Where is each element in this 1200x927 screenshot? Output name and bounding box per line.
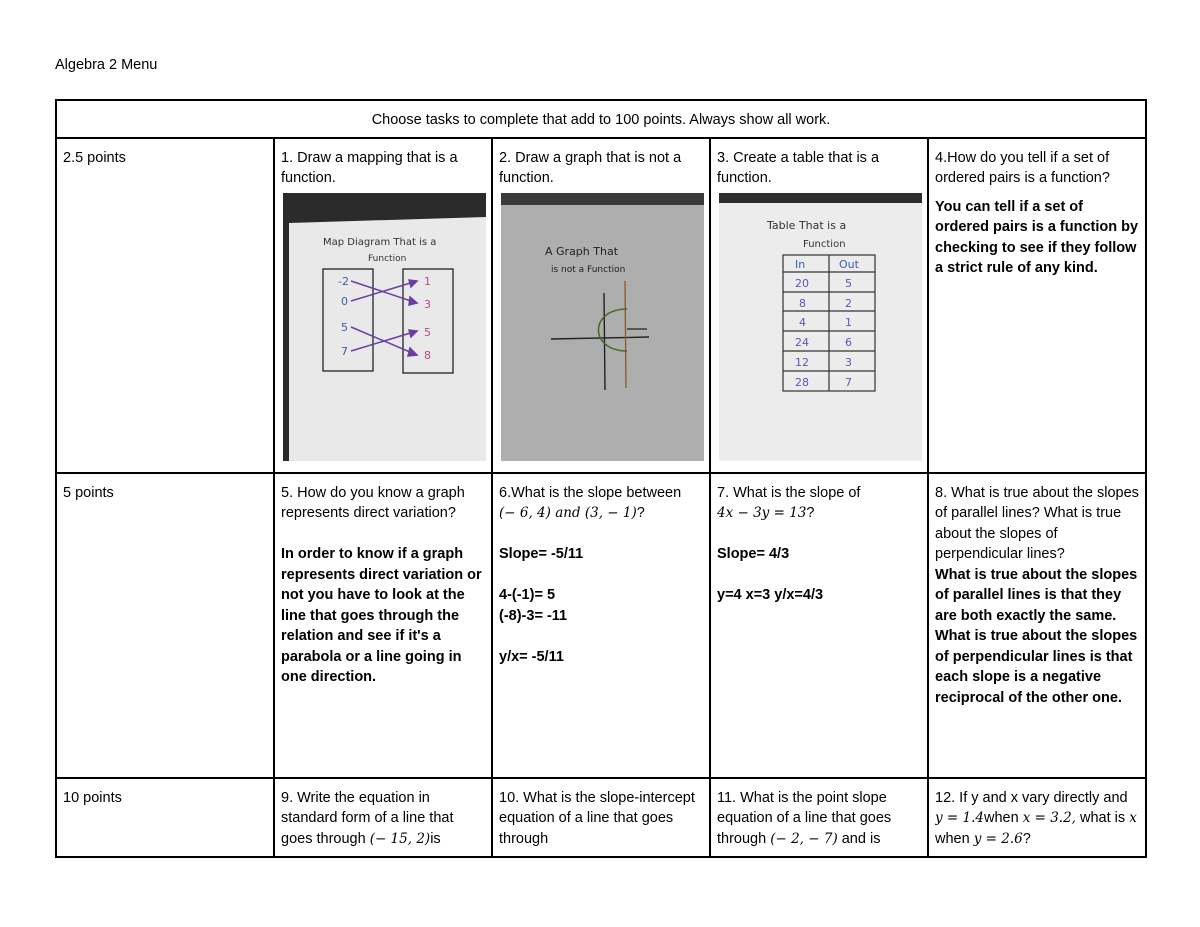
task-cell-8 bbox=[928, 473, 1146, 778]
task-cell-6 bbox=[492, 473, 710, 778]
photo-title-line1: Table That is a bbox=[767, 218, 847, 232]
document-title: Algebra 2 Menu bbox=[55, 57, 158, 73]
table-cell: 8 bbox=[799, 296, 806, 310]
task-cell-2 bbox=[492, 138, 710, 473]
photo-title-line2: Function bbox=[368, 253, 407, 264]
table-row bbox=[56, 138, 1146, 473]
task-question: 2. Draw a graph that is not a function. bbox=[499, 149, 682, 186]
answer-line: y=4 x=3 y/x=4/3 bbox=[717, 587, 824, 603]
math-expression: (− 2, − 7) bbox=[770, 830, 838, 847]
mapping-diagram-photo bbox=[283, 193, 486, 461]
task-question: 6.What is the slope between (− 6, 4) and (3, − 1)? bbox=[499, 484, 682, 521]
points-label: 2.5 points bbox=[56, 138, 274, 473]
task-cell-4 bbox=[928, 138, 1146, 473]
task-answer: In order to know if a graph represents direct variation or not you have to look at the line that goes through the relation and see if it's a parabola or a line going in one direction. bbox=[281, 546, 482, 685]
task-question: 3. Create a table that is a function. bbox=[717, 149, 880, 186]
mapping-output: 8 bbox=[424, 348, 431, 362]
answer-line: Slope= -5/11 bbox=[499, 546, 584, 562]
task-cell-3 bbox=[710, 138, 928, 473]
task-cell-10 bbox=[492, 778, 710, 857]
instructions-header: Choose tasks to complete that add to 100 points. Always show all work. bbox=[56, 100, 1146, 138]
table-cell: 24 bbox=[795, 335, 809, 349]
mapping-input: 7 bbox=[341, 344, 348, 358]
math-expression: y = 2.6 bbox=[973, 830, 1023, 847]
task-question: 11. What is the point slope equation of a line that goes through (− 2, − 7) and is bbox=[717, 789, 892, 847]
task-cell-9 bbox=[274, 778, 492, 857]
math-expression: 4x − 3y = 13 bbox=[717, 505, 807, 521]
task-cell-7 bbox=[710, 473, 928, 778]
task-cell-12 bbox=[928, 778, 1146, 857]
mapping-output: 5 bbox=[424, 325, 431, 339]
task-cell-11 bbox=[710, 778, 928, 857]
answer-line: 4-(-1)= 5 bbox=[499, 587, 556, 603]
task-question: 9. Write the equation in standard form of a line that goes through (− 15, 2)is bbox=[281, 789, 454, 847]
table-cell: 28 bbox=[795, 375, 809, 389]
photo-title-line2: is not a Function bbox=[551, 264, 626, 275]
task-question: 8. What is true about the slopes of parallel lines? What is true about the slopes of perpendicular lines? bbox=[935, 484, 1139, 562]
answer-line: y/x= -5/11 bbox=[499, 648, 564, 665]
photo-title-line1: A Graph That bbox=[545, 244, 619, 258]
menu-table bbox=[55, 99, 1147, 858]
function-table-photo bbox=[719, 193, 922, 461]
task-answer: You can tell if a set of ordered pairs is a function by checking to see if they follow a strict rule of any kind. bbox=[935, 198, 1139, 276]
answer-line: Slope= 4/3 bbox=[717, 546, 790, 562]
table-cell: 3 bbox=[845, 355, 852, 369]
table-cell: 4 bbox=[799, 315, 806, 329]
task-question: 12. If y and x vary directly and y = 1.4when x = 3.2, what is x when y = 2.6? bbox=[935, 789, 1137, 847]
task-question: 4.How do you tell if a set of ordered pairs is a function? bbox=[935, 149, 1110, 186]
task-cell-5 bbox=[274, 473, 492, 778]
mapping-input: -2 bbox=[338, 274, 349, 288]
math-expression: x bbox=[1129, 810, 1137, 826]
mapping-output: 3 bbox=[424, 297, 431, 311]
non-function-graph-photo bbox=[501, 193, 704, 461]
table-cell: 2 bbox=[845, 296, 852, 310]
table-header-out: Out bbox=[839, 257, 859, 271]
task-question: 10. What is the slope-intercept equation of a line that goes through bbox=[499, 789, 695, 847]
task-cell-1 bbox=[274, 138, 492, 473]
task-question: 7. What is the slope of 4x − 3y = 13? bbox=[717, 484, 861, 521]
table-row bbox=[56, 778, 1146, 857]
math-expression: (− 15, 2) bbox=[369, 830, 431, 847]
table-cell: 20 bbox=[795, 276, 809, 290]
points-label: 5 points bbox=[56, 473, 274, 778]
mapping-input: 0 bbox=[341, 294, 348, 308]
table-cell: 6 bbox=[845, 335, 852, 349]
table-cell: 7 bbox=[845, 375, 852, 389]
photo-title-line1: Map Diagram That is a bbox=[323, 236, 437, 248]
math-expression: y = 1.4 bbox=[935, 810, 984, 826]
answer-line: (-8)-3= -11 bbox=[499, 607, 568, 624]
task-answer: What is true about the slopes of parallel lines is that they are both exactly the same. What is true about the slopes of perpendicular lines is that each slope is a negative reciprocal of the other one. bbox=[935, 566, 1138, 706]
points-label: 10 points bbox=[56, 778, 274, 857]
photo-title-line2: Function bbox=[803, 238, 846, 250]
table-cell: 1 bbox=[845, 315, 852, 329]
table-cell: 12 bbox=[795, 355, 809, 369]
math-expression: (− 6, 4) and (3, − 1) bbox=[499, 505, 637, 521]
task-question: 1. Draw a mapping that is a function. bbox=[281, 149, 458, 186]
table-header-in: In bbox=[795, 257, 806, 271]
task-question: 5. How do you know a graph represents direct variation? bbox=[281, 484, 465, 521]
mapping-input: 5 bbox=[341, 320, 348, 334]
mapping-output: 1 bbox=[424, 274, 431, 288]
table-cell: 5 bbox=[845, 276, 852, 290]
table-row bbox=[56, 473, 1146, 778]
math-expression: x = 3.2, bbox=[1022, 810, 1076, 826]
